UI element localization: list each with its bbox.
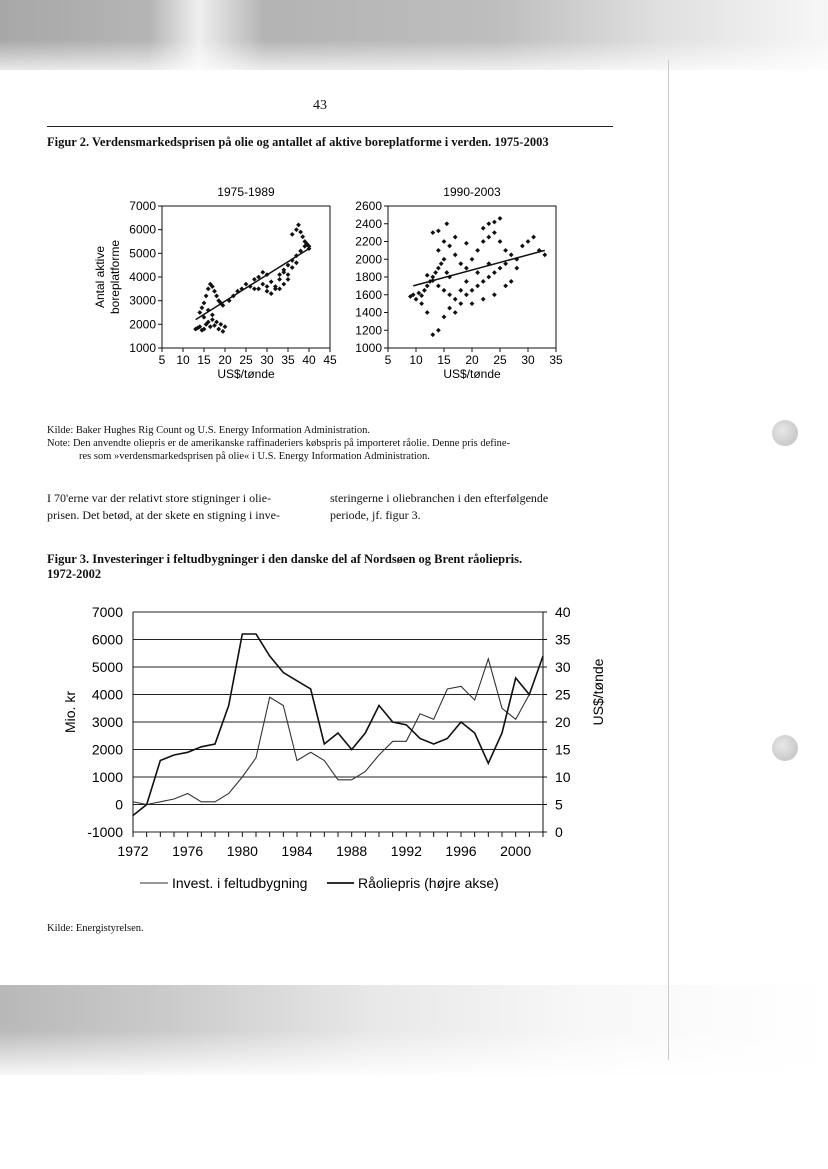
- data-point: [447, 292, 452, 297]
- figure2-title: Figur 2. Verdensmarkedsprisen på olie og antallet af aktive boreplatforme i verden. 1975-2003: [47, 135, 549, 149]
- binder-hole-top: [772, 420, 798, 446]
- data-point: [298, 230, 303, 235]
- x-tick-label: 35: [281, 353, 295, 367]
- data-point: [492, 270, 497, 275]
- plot-frame-2: [388, 206, 556, 348]
- right-y-tick-label: 20: [555, 714, 571, 730]
- data-point: [542, 252, 547, 257]
- data-point: [439, 261, 444, 266]
- chart-1975-1989: [93, 185, 337, 381]
- data-point: [419, 301, 424, 306]
- data-point: [475, 248, 480, 253]
- x-tick-label: 15: [197, 353, 211, 367]
- x-tick-label: 45: [323, 353, 337, 367]
- data-point: [269, 291, 274, 296]
- y-tick-label: 1200: [355, 323, 382, 338]
- right-y-tick-label: 15: [555, 741, 571, 758]
- data-point: [458, 301, 463, 306]
- data-point: [514, 266, 519, 271]
- x-tick-label: 1972: [117, 843, 149, 859]
- data-point: [414, 297, 419, 302]
- data-point: [447, 244, 452, 249]
- data-point: [492, 292, 497, 297]
- data-point: [265, 284, 270, 289]
- y-tick-label: 1400: [355, 305, 382, 320]
- left-y-tick-label: 6000: [91, 631, 123, 648]
- x-tick-label: 10: [176, 353, 190, 367]
- data-point: [498, 239, 503, 244]
- y-tick-label: 1000: [129, 341, 156, 355]
- data-point: [486, 235, 491, 240]
- plot-frame-1: [162, 206, 330, 348]
- series-line-oilprice: [133, 634, 543, 816]
- x-axis-label-2: US$/tønde: [443, 367, 501, 381]
- x-tick-label: 1976: [172, 843, 204, 859]
- figure2-note-line2: res som »verdensmarkedsprisen på olie« i U.S. Energy Information Administration.: [79, 451, 430, 462]
- y-tick-label: 1600: [355, 287, 382, 302]
- data-point: [444, 221, 449, 226]
- data-point: [470, 301, 475, 306]
- data-point: [425, 283, 430, 288]
- data-point: [296, 223, 301, 228]
- legend-label-oilprice: Råoliepris (højre akse): [358, 875, 499, 891]
- figure2-source: Kilde: Baker Hughes Rig Count og U.S. Energy Information Administration.: [47, 425, 370, 436]
- body-col2-line1: steringerne i oliebranchen i den efterfølgende: [330, 491, 549, 505]
- data-point: [204, 294, 209, 299]
- data-point: [442, 315, 447, 320]
- left-y-tick-label: 2000: [91, 741, 123, 758]
- right-y-tick-label: 5: [555, 796, 563, 813]
- right-y-tick-label: 35: [555, 631, 571, 648]
- data-point: [498, 266, 503, 271]
- x-tick-label: 5: [158, 353, 166, 367]
- x-tick-label: 1980: [226, 843, 258, 859]
- data-point: [481, 279, 486, 284]
- x-tick-label: 1996: [445, 843, 477, 859]
- data-point: [442, 257, 447, 262]
- right-y-tick-label: 0: [555, 824, 563, 840]
- y-tick-label: 2600: [355, 199, 382, 213]
- x-tick-label: 25: [493, 353, 507, 367]
- data-point: [503, 283, 508, 288]
- data-point: [265, 289, 270, 294]
- left-y-tick-label: 7000: [91, 604, 123, 620]
- data-point: [498, 216, 503, 221]
- page-number: 43: [313, 98, 327, 113]
- data-point: [223, 324, 228, 329]
- data-point: [458, 261, 463, 266]
- y-tick-label: 3000: [129, 293, 156, 308]
- page-edge-line: [668, 60, 669, 1060]
- legend-label-invest: Invest. i feltudbygning: [172, 875, 308, 891]
- left-y-tick-label: 4000: [91, 686, 123, 703]
- chart-title-2: 1990-2003: [443, 185, 501, 199]
- y-axis-label-line2: boreplatforme: [108, 239, 122, 315]
- data-point: [433, 270, 438, 275]
- x-tick-label: 20: [218, 353, 232, 367]
- right-y-tick-label: 25: [555, 686, 571, 703]
- data-point: [436, 328, 441, 333]
- data-point: [290, 265, 295, 270]
- figure3-title-line1: Figur 3. Investeringer i feltudbygninger i den danske del af Nordsøen og Brent råoliepris.: [47, 552, 523, 566]
- y-tick-label: 1000: [355, 341, 382, 355]
- x-tick-label: 20: [465, 353, 479, 367]
- data-point: [300, 234, 305, 239]
- scan-shadow-top-fade: [0, 40, 828, 80]
- series-line-invest: [133, 659, 543, 805]
- x-tick-label: 30: [260, 353, 274, 367]
- data-point: [199, 305, 204, 310]
- data-point: [486, 275, 491, 280]
- data-point: [256, 286, 261, 291]
- x-tick-label: 25: [239, 353, 253, 367]
- data-point: [277, 277, 282, 282]
- x-tick-label: 1988: [336, 843, 368, 859]
- rule-top: [47, 126, 613, 127]
- data-point: [453, 310, 458, 315]
- left-y-tick-label: 3000: [91, 714, 123, 730]
- x-tick-label: 35: [549, 353, 563, 367]
- data-point: [260, 270, 265, 275]
- data-point: [509, 279, 514, 284]
- data-point: [244, 282, 249, 287]
- data-point: [492, 220, 497, 225]
- y-tick-label: 2400: [355, 216, 382, 231]
- x-tick-label: 5: [384, 353, 392, 367]
- data-point: [503, 248, 508, 253]
- left-y-tick-label: -1000: [87, 824, 123, 840]
- data-point: [220, 329, 225, 334]
- data-point: [444, 270, 449, 275]
- data-point: [470, 288, 475, 293]
- x-tick-label: 1992: [390, 843, 422, 859]
- data-point: [210, 317, 215, 322]
- figure3-chart: [40, 595, 630, 910]
- trend-line-2: [413, 250, 545, 286]
- data-point: [218, 322, 223, 327]
- data-point: [286, 272, 291, 277]
- data-point: [436, 266, 441, 271]
- data-point: [216, 327, 221, 332]
- binder-hole-bottom: [772, 735, 798, 761]
- x-tick-label: 1984: [281, 843, 313, 859]
- data-point: [475, 283, 480, 288]
- data-point: [425, 273, 430, 278]
- data-point: [430, 332, 435, 337]
- x-tick-label: 2000: [500, 843, 532, 859]
- data-point: [520, 244, 525, 249]
- data-point: [442, 288, 447, 293]
- data-point: [436, 228, 441, 233]
- y-tick-label: 5000: [129, 246, 156, 261]
- data-point: [453, 252, 458, 257]
- data-point: [197, 310, 202, 315]
- body-col1-line1: I 70'erne var der relativt store stigninger i olie-: [47, 491, 272, 505]
- data-point: [281, 282, 286, 287]
- data-point: [453, 235, 458, 240]
- y-tick-label: 2000: [129, 317, 156, 332]
- data-point: [464, 266, 469, 271]
- body-col1-line2: prisen. Det betød, at der skete en stigning i inve-: [47, 508, 280, 522]
- data-point: [422, 288, 427, 293]
- data-point: [425, 310, 430, 315]
- x-tick-label: 15: [437, 353, 451, 367]
- data-point: [277, 286, 282, 291]
- figure3-source: Kilde: Energistyrelsen.: [47, 923, 144, 934]
- data-point: [464, 241, 469, 246]
- y-tick-label: 2000: [355, 252, 382, 267]
- data-point: [214, 294, 219, 299]
- data-point: [481, 239, 486, 244]
- x-tick-label: 30: [521, 353, 535, 367]
- y-tick-label: 4000: [129, 270, 156, 284]
- figure3-title-line2: 1972-2002: [47, 567, 102, 581]
- data-point: [286, 277, 291, 282]
- y-axis-label-line1: Antal aktive: [93, 245, 107, 309]
- x-tick-label: 40: [302, 353, 316, 367]
- data-point: [470, 257, 475, 262]
- data-point: [481, 226, 486, 231]
- chart-title-1: 1975-1989: [217, 185, 275, 199]
- figure2-note-line1: Note: Den anvendte oliepris er de amerikanske raffinaderiers købspris på importeret råolie. Denne pris define-: [47, 438, 511, 449]
- data-point: [481, 297, 486, 302]
- chart-invest-oilprice: [62, 604, 606, 891]
- scan-shadow-bottom-fade: [0, 1030, 828, 1080]
- x-axis-label-1: US$/tønde: [217, 367, 275, 381]
- chart-1990-2003: [355, 185, 563, 381]
- y-tick-label: 7000: [129, 199, 156, 213]
- body-col2-line2: periode, jf. figur 3.: [330, 508, 421, 522]
- data-point: [294, 227, 299, 232]
- data-point: [486, 221, 491, 226]
- data-point: [206, 286, 211, 291]
- left-y-tick-label: 0: [115, 796, 123, 813]
- y-tick-label: 1800: [355, 270, 382, 284]
- data-point: [475, 270, 480, 275]
- left-y-tick-label: 5000: [91, 659, 123, 675]
- right-y-tick-label: 30: [555, 659, 571, 675]
- data-point: [294, 260, 299, 265]
- right-y-tick-label: 40: [555, 604, 571, 620]
- data-point: [464, 292, 469, 297]
- data-point: [269, 279, 274, 284]
- y-tick-label: 6000: [129, 222, 156, 237]
- data-point: [492, 230, 497, 235]
- figure2-charts: [40, 170, 600, 400]
- data-point: [260, 282, 265, 287]
- data-point: [509, 252, 514, 257]
- data-point: [430, 230, 435, 235]
- data-point: [447, 306, 452, 311]
- x-tick-label: 10: [409, 353, 423, 367]
- data-point: [453, 297, 458, 302]
- y-tick-label: 2200: [355, 234, 382, 249]
- data-point: [290, 232, 295, 237]
- data-point: [277, 272, 282, 277]
- data-point: [212, 289, 217, 294]
- data-point: [531, 235, 536, 240]
- data-point: [464, 279, 469, 284]
- data-point: [208, 324, 213, 329]
- right-y-axis-label: US$/tønde: [590, 658, 606, 726]
- data-point: [436, 248, 441, 253]
- data-point: [458, 288, 463, 293]
- data-point: [442, 239, 447, 244]
- data-point: [202, 301, 207, 306]
- data-point: [436, 283, 441, 288]
- data-point: [526, 239, 531, 244]
- data-point: [252, 286, 257, 291]
- left-y-tick-label: 1000: [91, 769, 123, 785]
- right-y-tick-label: 10: [555, 769, 571, 785]
- left-y-axis-label: Mio. kr: [62, 691, 78, 733]
- data-point: [210, 312, 215, 317]
